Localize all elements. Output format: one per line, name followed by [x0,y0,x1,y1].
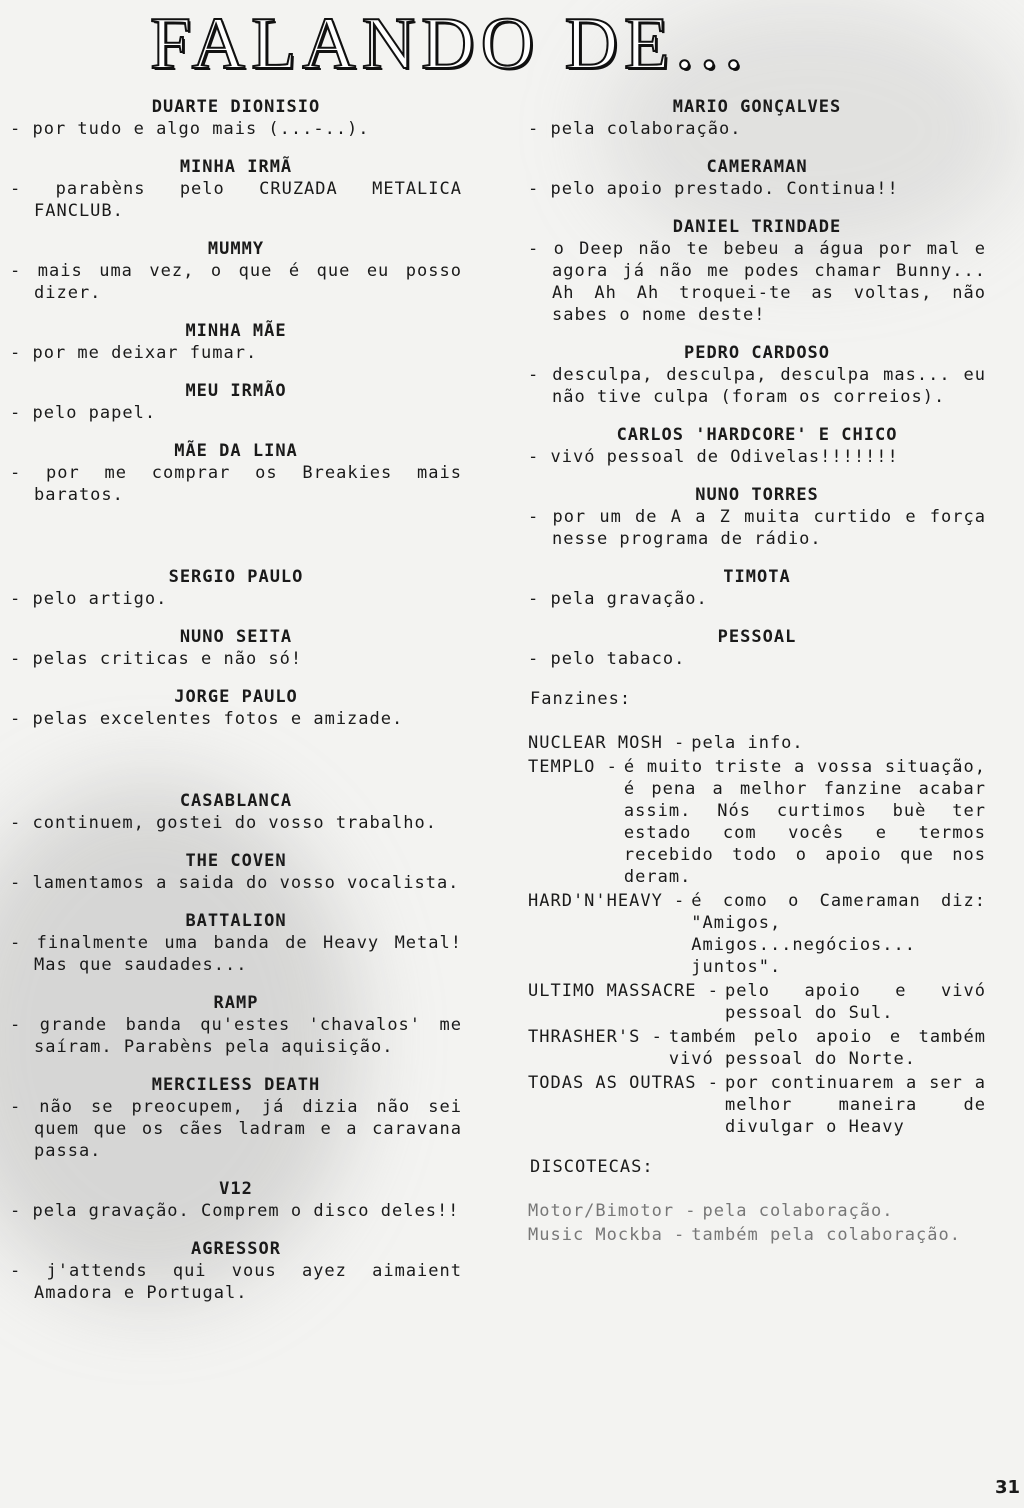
entry-name: DANIEL TRINDADE [672,217,842,237]
thanks-entry [10,380,462,424]
discoteca-name: Motor/Bimotor - [528,1201,697,1221]
fanzine-text: pelo apoio e vivó pessoal do Sul. [725,981,986,1023]
entry-name: THE COVEN [185,851,287,871]
entry-text: - pelo artigo. [10,588,462,610]
thanks-entry [10,320,462,364]
thanks-entry [10,1238,462,1304]
entry-name: CASABLANCA [179,791,293,811]
entry-text: - por um de A a Z muita curtido e força nesse programa de rádio. [528,506,986,550]
entry-text: - parabèns pelo CRUZADA METALICA FANCLUB. [10,178,462,222]
thanks-entry [10,96,462,140]
entry-name: AGRESSOR [191,1239,281,1259]
thanks-entry [528,626,986,670]
entry-name: MINHA MÃE [185,321,287,341]
entry-text: - pela colaboração. [528,118,986,140]
thanks-entry [10,440,462,506]
fanzine-name: HARD'N'HEAVY - [528,891,686,911]
fanzine-text: também pelo apoio e também vivó pessoal do Norte. [668,1027,986,1069]
entry-text: - grande banda qu'estes 'chavalos' me saíram. Parabèns pela aquisição. [10,1014,462,1058]
entry-text: - o Deep não te bebeu a água por mal e agora já não me podes chamar Bunny... Ah Ah Ah troquei-te as voltas, não sabes o nome deste! [528,238,986,326]
thanks-entry [10,910,462,976]
entry-text: - desculpa, desculpa, desculpa mas... eu não tive culpa (foram os correios). [528,364,986,408]
fanzine-name: THRASHER'S - [528,1027,663,1047]
thanks-entry [10,850,462,894]
entry-text: - pelas excelentes fotos e amizade. [10,708,462,730]
thanks-entry [10,566,462,610]
left-column [10,96,462,1320]
thanks-entry [528,484,986,550]
entry-name: MEU IRMÃO [185,381,287,401]
spacer [10,746,462,790]
entry-name: NUNO SEITA [179,627,293,647]
thanks-entry [528,342,986,408]
entry-text: - por tudo e algo mais (...-..). [10,118,462,140]
fanzine-text: é muito triste a vossa situação, é pena a melhor fanzine acabar assim. Nós curtimos buè ter estado com vocês e termos recebido todo o apoio que nos deram. [623,757,986,887]
entry-text: - finalmente uma banda de Heavy Metal! Mas que saudades... [10,932,462,976]
fanzine-text: pela info. [691,733,804,753]
entry-name: DUARTE DIONISIO [151,97,321,117]
discoteca-text: pela colaboração. [702,1201,894,1221]
thanks-entry [10,156,462,222]
discoteca-item [528,1200,986,1222]
entry-name: CAMERAMAN [706,157,808,177]
entry-name: V12 [219,1179,253,1199]
entry-text: - por me deixar fumar. [10,342,462,364]
discoteca-name: Music Mockba - [528,1225,686,1245]
entry-text: - continuem, gostei do vosso trabalho. [10,812,462,834]
thanks-entry [528,424,986,468]
entry-name: NUNO TORRES [695,485,819,505]
thanks-entry [528,156,986,200]
entry-text: - pelo apoio prestado. Continua!! [528,178,986,200]
entry-name: TIMOTA [723,567,791,587]
entry-text: - lamentamos a saida do vosso vocalista. [10,872,462,894]
fanzine-item [528,732,986,754]
thanks-entry [10,686,462,730]
thanks-entry [10,790,462,834]
fanzine-text: é como o Cameraman diz: "Amigos, Amigos...negócios... juntos". [691,891,986,977]
thanks-entry [10,992,462,1058]
fanzine-text: por continuarem a ser a melhor maneira de divulgar o Heavy [725,1073,986,1137]
entry-name: MUMMY [207,239,265,259]
spacer [10,522,462,566]
entry-name: PESSOAL [717,627,797,647]
entry-text: - pelo papel. [10,402,462,424]
entry-text: - não se preocupem, já dizia não sei quem que os cães ladram e a caravana passa. [10,1096,462,1162]
entry-name: MÃE DA LINA [174,441,298,461]
entry-text: - pelo tabaco. [528,648,986,670]
fanzine-item [528,756,986,888]
page-number: 31 [994,1477,1020,1498]
entry-text: - vivó pessoal de Odivelas!!!!!!! [528,446,986,468]
entry-text: - por me comprar os Breakies mais baratos. [10,462,462,506]
thanks-entry [10,1178,462,1222]
entry-name: MARIO GONÇALVES [672,97,842,117]
thanks-entry [10,1074,462,1162]
entry-name: SERGIO PAULO [168,567,304,587]
entry-name: RAMP [213,993,259,1013]
fanzine-name: NUCLEAR MOSH - [528,733,686,753]
thanks-entry [10,626,462,670]
entry-name: JORGE PAULO [174,687,298,707]
fanzine-item [528,890,986,978]
entry-name: MERCILESS DEATH [151,1075,321,1095]
entry-text: - pelas criticas e não só! [10,648,462,670]
fanzine-name: ULTIMO MASSACRE - [528,981,719,1001]
thanks-entry [528,96,986,140]
fanzine-item [528,1026,986,1070]
entry-text: - mais uma vez, o que é que eu posso dizer. [10,260,462,304]
entry-name: CARLOS 'HARDCORE' E CHICO [616,425,898,445]
thanks-entry [528,566,986,610]
entry-text: - pela gravação. Comprem o disco deles!! [10,1200,462,1222]
fanzine-item [528,980,986,1024]
right-column [528,96,986,1248]
thanks-entry [528,216,986,326]
discoteca-text: também pela colaboração. [691,1225,961,1245]
thanks-entry [10,238,462,304]
entry-name: PEDRO CARDOSO [683,343,831,363]
page-title: FALANDO DE... [150,3,749,85]
entry-name: BATTALION [185,911,287,931]
entry-text: - j'attends qui vous ayez aimaient Amadora e Portugal. [10,1260,462,1304]
fanzine-name: TEMPLO - [528,757,618,777]
entry-text: - pela gravação. [528,588,986,610]
entry-name: MINHA IRMÃ [179,157,293,177]
discoteca-item [528,1224,986,1246]
fanzine-name: TODAS AS OUTRAS - [528,1073,719,1093]
fanzines-label: Fanzines: [530,689,632,709]
fanzine-item [528,1072,986,1138]
discotecas-label: DISCOTECAS: [530,1157,654,1177]
